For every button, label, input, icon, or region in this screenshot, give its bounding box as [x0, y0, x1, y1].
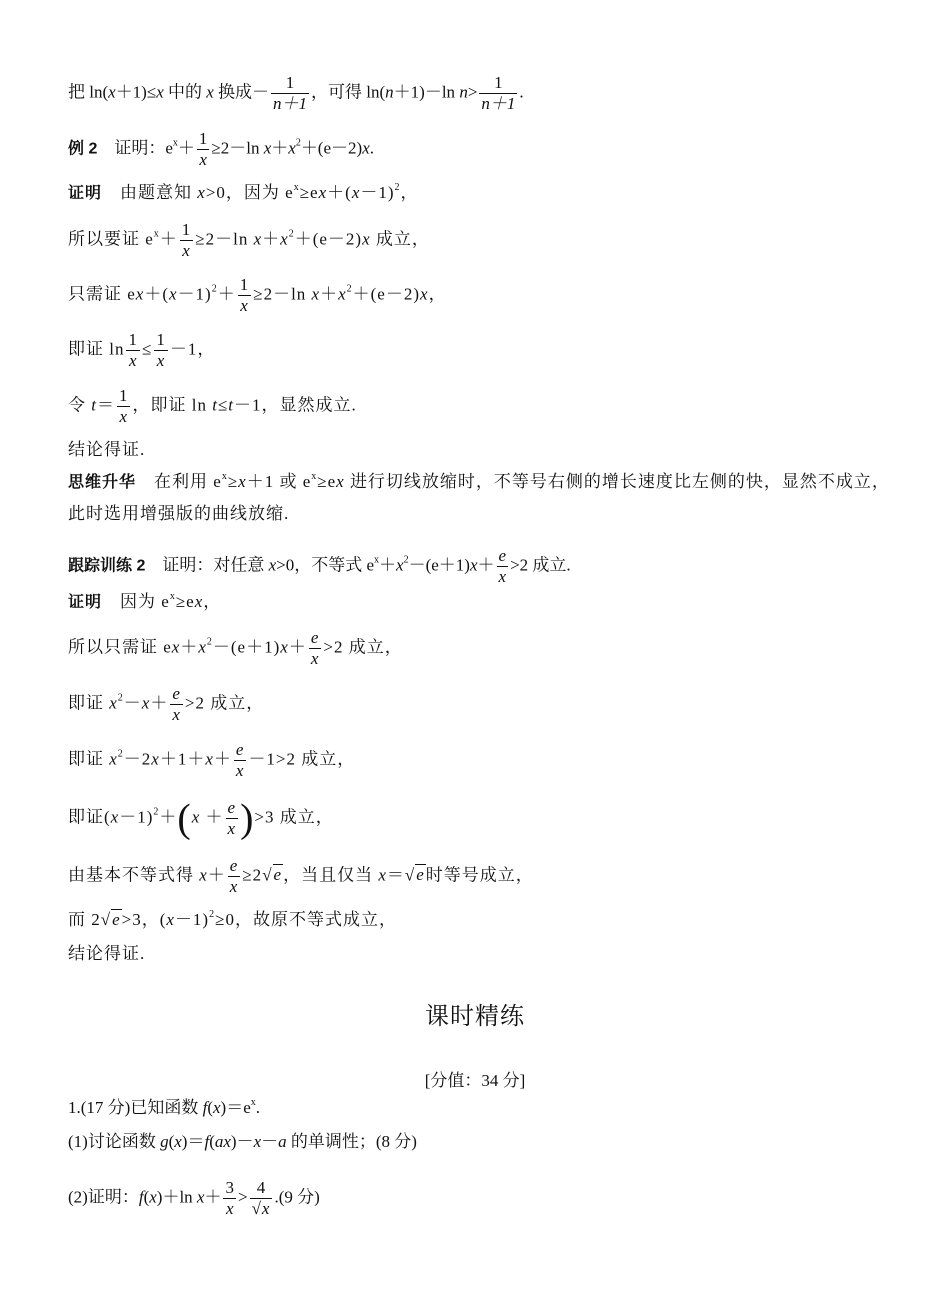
training-proof-line-6	[68, 856, 534, 897]
text: ＋	[159, 229, 178, 249]
var: x	[135, 284, 145, 304]
text: 由基本不等式得	[68, 865, 200, 885]
text: ＋	[150, 693, 169, 713]
text: .(9 分)	[274, 1187, 320, 1207]
denominator: x	[119, 407, 128, 426]
text: 因为 e	[102, 592, 170, 611]
denominator: x	[172, 705, 181, 724]
sup: x	[250, 1097, 256, 1108]
text: 即证 ln	[68, 339, 125, 359]
radicand: e	[112, 910, 121, 929]
fraction	[228, 856, 241, 897]
proof-line-3	[68, 275, 447, 316]
text: ≥e	[175, 592, 195, 611]
var: f	[138, 1187, 144, 1207]
text: 结论得证.	[68, 944, 146, 963]
var: x	[253, 1132, 262, 1151]
var: x	[238, 472, 247, 491]
denominator: n＋1	[481, 94, 516, 113]
text: >2 成立，	[184, 693, 265, 713]
text: ≥e	[317, 472, 337, 491]
var: x	[109, 693, 118, 713]
question-1-part-2	[68, 1178, 320, 1219]
text: >2 成立.	[510, 555, 571, 575]
text: ＋	[213, 749, 232, 769]
var: x	[171, 637, 181, 657]
var: x	[174, 1132, 182, 1151]
text: 证明：对任意	[145, 555, 269, 575]
fraction	[234, 740, 247, 781]
var: f	[202, 1098, 208, 1117]
numerator: e	[172, 684, 181, 703]
fraction	[497, 546, 509, 587]
var: x	[263, 138, 272, 158]
text: ＋	[379, 555, 397, 575]
var: x	[253, 229, 263, 249]
text: －	[261, 1132, 279, 1151]
text: .	[255, 1098, 260, 1117]
var: t	[228, 395, 235, 415]
denominator: x	[227, 819, 237, 838]
text: ＋	[159, 807, 178, 827]
var: x	[196, 1187, 205, 1207]
text: >	[237, 1187, 248, 1207]
fraction	[223, 1178, 236, 1219]
fraction	[126, 330, 140, 371]
var: f	[204, 1132, 210, 1151]
text: －1)	[360, 183, 395, 202]
var: x	[206, 82, 214, 102]
text: ＝	[386, 865, 405, 885]
denominator: x	[235, 761, 245, 780]
fraction	[309, 628, 322, 669]
sup: x	[293, 182, 300, 193]
var: x	[311, 284, 321, 304]
text: )＝e	[220, 1098, 251, 1117]
text: ≥2－ln	[195, 229, 254, 249]
text: 在利用 e	[136, 472, 222, 491]
var: ax	[214, 1132, 231, 1151]
sup: x	[221, 471, 228, 482]
sup: x	[311, 471, 318, 482]
text: 而 2	[68, 910, 101, 929]
training-proof-line-5	[68, 795, 334, 841]
text: )－	[230, 1132, 254, 1151]
var: x	[396, 555, 404, 575]
var: x	[280, 637, 289, 657]
denominator: x	[182, 241, 191, 260]
var: x	[420, 284, 429, 304]
text: ＋(e－2)	[300, 138, 363, 158]
numerator: 1	[156, 330, 166, 349]
proof-conclusion	[68, 440, 145, 460]
text: 即证	[68, 749, 110, 769]
insight-label: 思维升华	[68, 474, 137, 491]
training-proof-line-4	[68, 740, 355, 781]
text: ＋	[180, 637, 199, 657]
var: a	[278, 1132, 287, 1151]
radical-sign: √	[251, 1199, 261, 1218]
radical-sign: √	[100, 910, 112, 929]
sup: 2	[117, 692, 124, 704]
text: >0，不等式 e	[276, 555, 375, 575]
text: )＝	[181, 1132, 205, 1151]
text: ＋	[200, 807, 224, 827]
text: >	[467, 82, 478, 102]
text: >2 成立，	[323, 637, 403, 657]
var: x	[166, 910, 175, 929]
proof-line-1	[68, 183, 419, 204]
text: (	[209, 1132, 215, 1151]
text: ≥2－ln	[211, 138, 264, 158]
var: x	[141, 693, 151, 713]
text: ＋	[288, 637, 307, 657]
training-2-line	[68, 546, 571, 587]
sup: 2	[403, 554, 409, 566]
text: ，当且仅当	[283, 865, 379, 885]
numerator: 1	[271, 73, 309, 94]
sup: 2	[288, 228, 295, 240]
text: 进行切线放缩时，不等号右侧的增长速度比左侧的快，显然不成立，	[344, 472, 890, 491]
radical-sign: √	[262, 865, 273, 885]
text: ，即证 ln	[132, 395, 213, 415]
insight-line-1	[68, 472, 890, 493]
left-paren: (	[177, 795, 192, 841]
radicand: x	[261, 1199, 270, 1218]
text: 即证	[68, 693, 110, 713]
var: x	[336, 472, 345, 491]
sup: 2	[117, 748, 124, 760]
var: x	[156, 82, 164, 102]
var: x	[110, 807, 120, 827]
numerator: e	[235, 740, 245, 759]
training-proof-conclusion	[68, 944, 145, 964]
numerator: 1	[181, 220, 192, 239]
text: ，	[428, 284, 447, 304]
var: x	[198, 637, 207, 657]
text: 即证(	[68, 807, 111, 827]
text: 所以只需证 e	[68, 637, 172, 657]
var: x	[199, 865, 208, 885]
sup: x	[172, 137, 178, 149]
var: t	[212, 395, 218, 415]
text: >3 成立，	[254, 807, 334, 827]
sup: 2	[394, 182, 401, 193]
text: ＋(e－2)	[352, 284, 421, 304]
text: (	[168, 1132, 175, 1151]
numerator: e	[498, 546, 507, 565]
text: ＋1)－ln	[393, 82, 460, 102]
fraction	[180, 220, 194, 261]
sup: x	[374, 554, 380, 566]
var: x	[351, 183, 361, 202]
text: ＋1 或 e	[246, 472, 312, 491]
text: 只需证 e	[68, 284, 136, 304]
denominator: x	[498, 567, 507, 586]
text: ≤	[141, 339, 153, 359]
text: 把 ln(	[68, 82, 109, 102]
text: .	[369, 138, 374, 158]
text: ＋	[477, 555, 495, 575]
text: 换成－	[213, 82, 270, 102]
text: ≤	[217, 395, 229, 415]
score-label: [分值：34 分]	[424, 1071, 526, 1090]
proof-label: 证明	[68, 185, 103, 202]
text: ＋(	[327, 183, 352, 202]
text: 成立，	[370, 229, 430, 249]
text: 所以要证 e	[68, 229, 154, 249]
text: －1，显然成立.	[234, 395, 357, 415]
text: (	[207, 1098, 213, 1117]
sup: x	[153, 228, 160, 240]
var: x	[362, 229, 371, 249]
text: (2)证明：	[68, 1187, 139, 1207]
text: ＋	[204, 1187, 222, 1207]
var: n	[385, 82, 394, 102]
section-title: 课时精练	[425, 1004, 525, 1030]
sup: 2	[206, 636, 213, 648]
fraction	[117, 386, 131, 427]
training-proof-line-1	[68, 592, 221, 613]
text: ＋	[217, 284, 236, 304]
proof-label: 证明	[68, 594, 103, 611]
sup: 2	[346, 283, 353, 295]
var: x	[151, 749, 160, 769]
var: x	[169, 284, 178, 304]
var: x	[268, 555, 277, 575]
fraction	[479, 73, 517, 114]
numerator: 1	[128, 330, 138, 349]
var: x	[318, 183, 328, 202]
fraction	[238, 275, 252, 316]
var: x	[191, 807, 201, 827]
question-1-part-1	[68, 1132, 417, 1152]
var: x	[149, 1187, 157, 1207]
var: x	[362, 138, 370, 158]
training-label: 跟踪训练 2	[68, 557, 146, 575]
text: ，	[203, 592, 222, 611]
numerator: e	[229, 856, 239, 875]
var: x	[288, 138, 296, 158]
sup: 2	[295, 137, 301, 149]
text: －(e＋1)	[408, 555, 470, 575]
text: ≥2－ln	[253, 284, 312, 304]
text: 时等号成立，	[425, 865, 534, 885]
denominator: x	[240, 296, 249, 315]
text: 此时选用增强版的曲线放缩.	[68, 504, 290, 523]
var: x	[338, 284, 347, 304]
numerator: 3	[225, 1178, 234, 1197]
text-line-1	[68, 73, 524, 114]
numerator: 1	[239, 275, 250, 294]
fraction	[170, 684, 183, 725]
text: ＋(	[144, 284, 170, 304]
example-2-line	[68, 129, 374, 170]
text: －2	[123, 749, 152, 769]
text: 证明：e	[97, 138, 173, 158]
text: 的单调性；(8 分)	[286, 1132, 417, 1151]
text: ＋	[320, 284, 339, 304]
text: 1.(17 分)已知函数	[68, 1098, 203, 1117]
numerator: e	[310, 628, 320, 647]
fraction	[154, 330, 168, 371]
text: 结论得证.	[68, 440, 146, 459]
denominator: x	[229, 877, 239, 896]
var: x	[194, 592, 204, 611]
text: ≥2	[242, 865, 263, 885]
var: x	[197, 183, 206, 202]
text: ，可得 ln(	[311, 82, 386, 102]
proof-line-4	[68, 330, 215, 371]
text: ＋(e－2)	[294, 229, 363, 249]
text: .	[519, 82, 524, 102]
denominator: x	[156, 351, 166, 370]
radicand: e	[273, 865, 283, 885]
numerator: e	[227, 798, 237, 817]
var: x	[108, 82, 116, 102]
proof-line-5	[68, 386, 357, 427]
training-proof-line-3	[68, 684, 264, 725]
fraction	[226, 798, 239, 839]
text: )＋ln	[156, 1187, 197, 1207]
text: (1)讨论函数	[68, 1132, 161, 1151]
text: >3，(	[121, 910, 167, 929]
var: x	[109, 749, 118, 769]
insight-line-2	[68, 504, 289, 524]
text: (	[143, 1187, 150, 1207]
proof-line-2	[68, 220, 430, 261]
right-paren: )	[240, 795, 255, 841]
var: x	[212, 1098, 221, 1117]
text: >0，因为 e	[205, 183, 294, 202]
text: ≥0，故原不等式成立，	[215, 910, 397, 929]
text: ＋	[271, 138, 289, 158]
text: －	[123, 693, 142, 713]
text: 中的	[163, 82, 207, 102]
numerator: 1	[479, 73, 517, 94]
numerator: 4	[250, 1178, 273, 1199]
var: x	[205, 749, 214, 769]
fraction	[250, 1178, 273, 1219]
text: －1)	[119, 807, 154, 827]
text: －(e＋1)	[212, 637, 281, 657]
text: ＋1)≤	[115, 82, 157, 102]
numerator: 1	[118, 386, 129, 405]
question-1	[68, 1098, 260, 1118]
var: x	[280, 229, 289, 249]
text: ＋	[177, 138, 195, 158]
text: ≥e	[299, 183, 319, 202]
text: 令	[68, 395, 92, 415]
denominator: x	[225, 1199, 234, 1218]
text: ＋	[262, 229, 281, 249]
text: －1)	[177, 284, 212, 304]
numerator: 1	[198, 129, 208, 148]
text: －1)	[174, 910, 210, 929]
text: ≥	[227, 472, 239, 491]
var: t	[91, 395, 97, 415]
text: －1>2 成立，	[248, 749, 356, 769]
var: g	[160, 1132, 169, 1151]
text: ，	[400, 183, 419, 202]
denominator	[250, 1199, 273, 1219]
radical-sign: √	[404, 865, 416, 885]
text: 由题意知	[102, 183, 198, 202]
sup: 2	[153, 806, 160, 818]
text: ＋	[207, 865, 226, 885]
fraction	[271, 73, 309, 114]
text: －1，	[169, 339, 216, 359]
sup: 2	[211, 283, 218, 295]
var: n	[459, 82, 468, 102]
var: x	[469, 555, 478, 575]
denominator: x	[310, 649, 320, 668]
denominator: x	[199, 150, 207, 169]
text: ＝	[96, 395, 115, 415]
denominator: n＋1	[273, 94, 308, 113]
example-label: 例 2	[68, 140, 98, 158]
denominator: x	[128, 351, 138, 370]
training-proof-line-2	[68, 628, 403, 669]
sup: 2	[209, 909, 216, 920]
var: x	[378, 865, 387, 885]
radicand: e	[416, 865, 425, 885]
fraction	[197, 129, 210, 170]
training-proof-line-7	[68, 910, 397, 930]
text: ＋1＋	[159, 749, 206, 769]
sup: x	[169, 591, 176, 602]
